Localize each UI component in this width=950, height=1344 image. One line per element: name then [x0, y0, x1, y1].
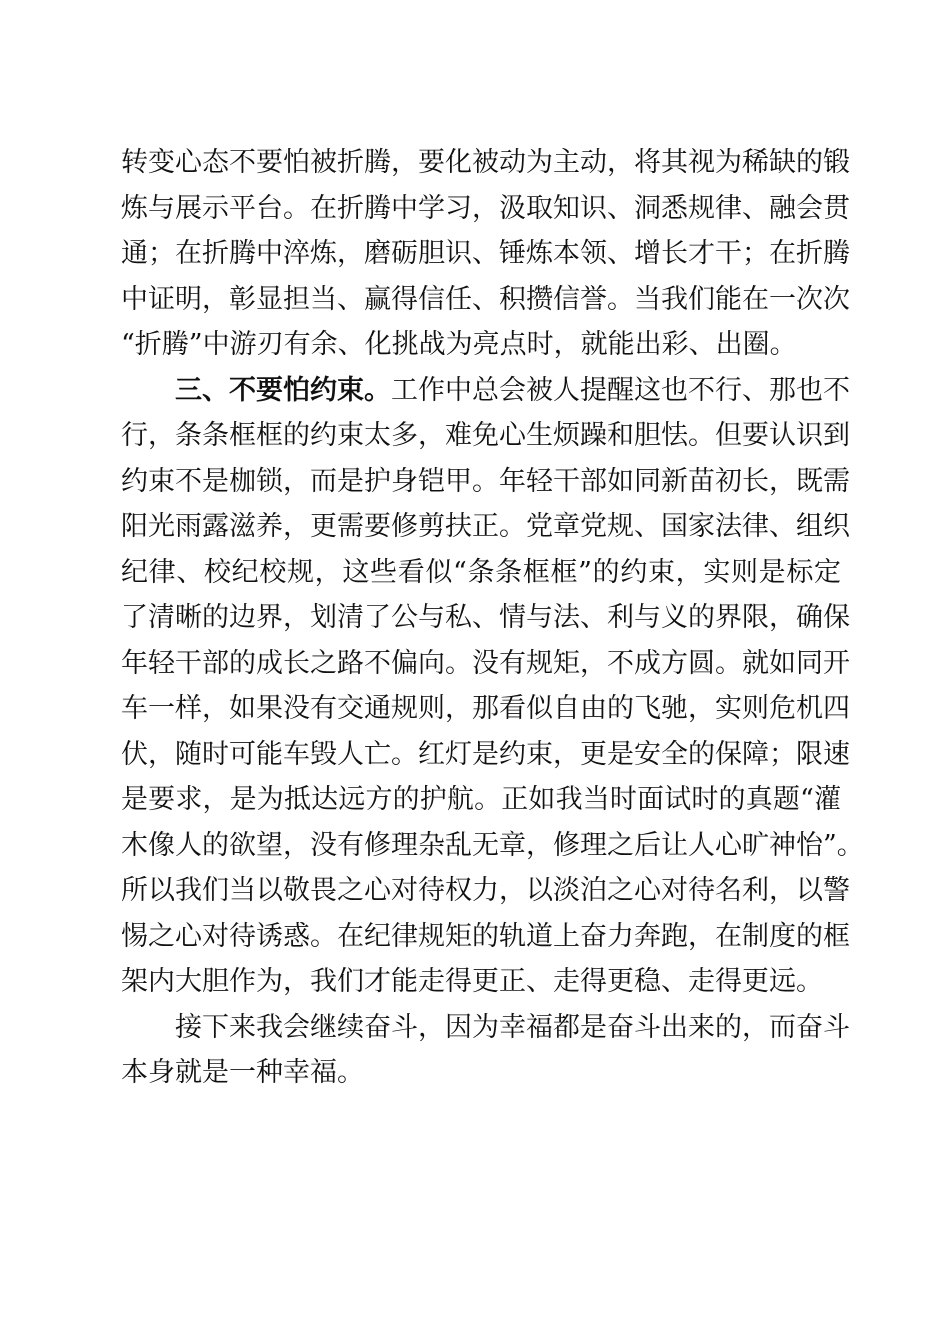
text-fragment: 工作中总会被人提醒这也不行、那也不 [391, 374, 850, 406]
text-line: 所以我们当以敬畏之心对待权力，以淡泊之心对待名利，以警 [121, 875, 850, 906]
text-line: 中证明，彰显担当、赢得信任、积攒信誉。当我们能在一次次 [121, 283, 850, 315]
document-body [121, 140, 864, 1096]
text-line: 阳光雨露滋养，更需要修剪扶正。党章党规、国家法律、组织 [121, 511, 850, 542]
text-line: 年轻干部的成长之路不偏向。没有规矩，不成方圆。就如同开 [121, 647, 850, 679]
text-line: 木像人的欲望，没有修理杂乱无章，修理之后让人心旷神怡”。 [121, 829, 864, 861]
paragraph-1 [121, 140, 850, 368]
text-line: 是要求，是为抵达远方的护航。正如我当时面试时的真题“灌 [121, 784, 841, 815]
text-line: 纪律、校纪校规，这些看似“条条框框”的约束，实则是标定 [121, 556, 841, 588]
text-line: 转变心态不要怕被折腾，要化被动为主动，将其视为稀缺的锻 [121, 147, 850, 178]
text-line: 伏，随时可能车毁人亡。红灯是约束，更是安全的保障；限速 [121, 738, 850, 770]
paragraph-3 [121, 1005, 850, 1096]
text-line: 本身就是一种幸福。 [121, 1057, 364, 1088]
text-line: 架内大胆作为，我们才能走得更正、走得更稳、走得更远。 [121, 966, 823, 997]
text-line [121, 368, 850, 414]
text-line: 约束不是枷锁，而是护身铠甲。年轻干部如同新苗初长，既需 [121, 465, 850, 497]
text-line: 车一样，如果没有交通规则，那看似自由的飞驰，实则危机四 [121, 693, 850, 724]
text-line: 通；在折腾中淬炼，磨砺胆识、锤炼本领、增长才干；在折腾 [121, 238, 850, 269]
section-heading: 三、不要怕约束。 [175, 374, 391, 406]
paragraph-2 [121, 368, 864, 1005]
text-line: 接下来我会继续奋斗，因为幸福都是奋斗出来的，而奋斗 [175, 1011, 850, 1043]
text-line: 行，条条框框的约束太多，难免心生烦躁和胆怯。但要认识到 [121, 420, 850, 451]
text-line: 惕之心对待诱惑。在纪律规矩的轨道上奋力奔跑，在制度的框 [121, 920, 850, 952]
text-line: 了清晰的边界，划清了公与私、情与法、利与义的界限，确保 [121, 602, 850, 633]
text-line: “折腾”中游刃有余、化挑战为亮点时，就能出彩、出圈。 [121, 329, 797, 360]
text-line: 炼与展示平台。在折腾中学习，汲取知识、洞悉规律、融会贯 [121, 192, 850, 224]
